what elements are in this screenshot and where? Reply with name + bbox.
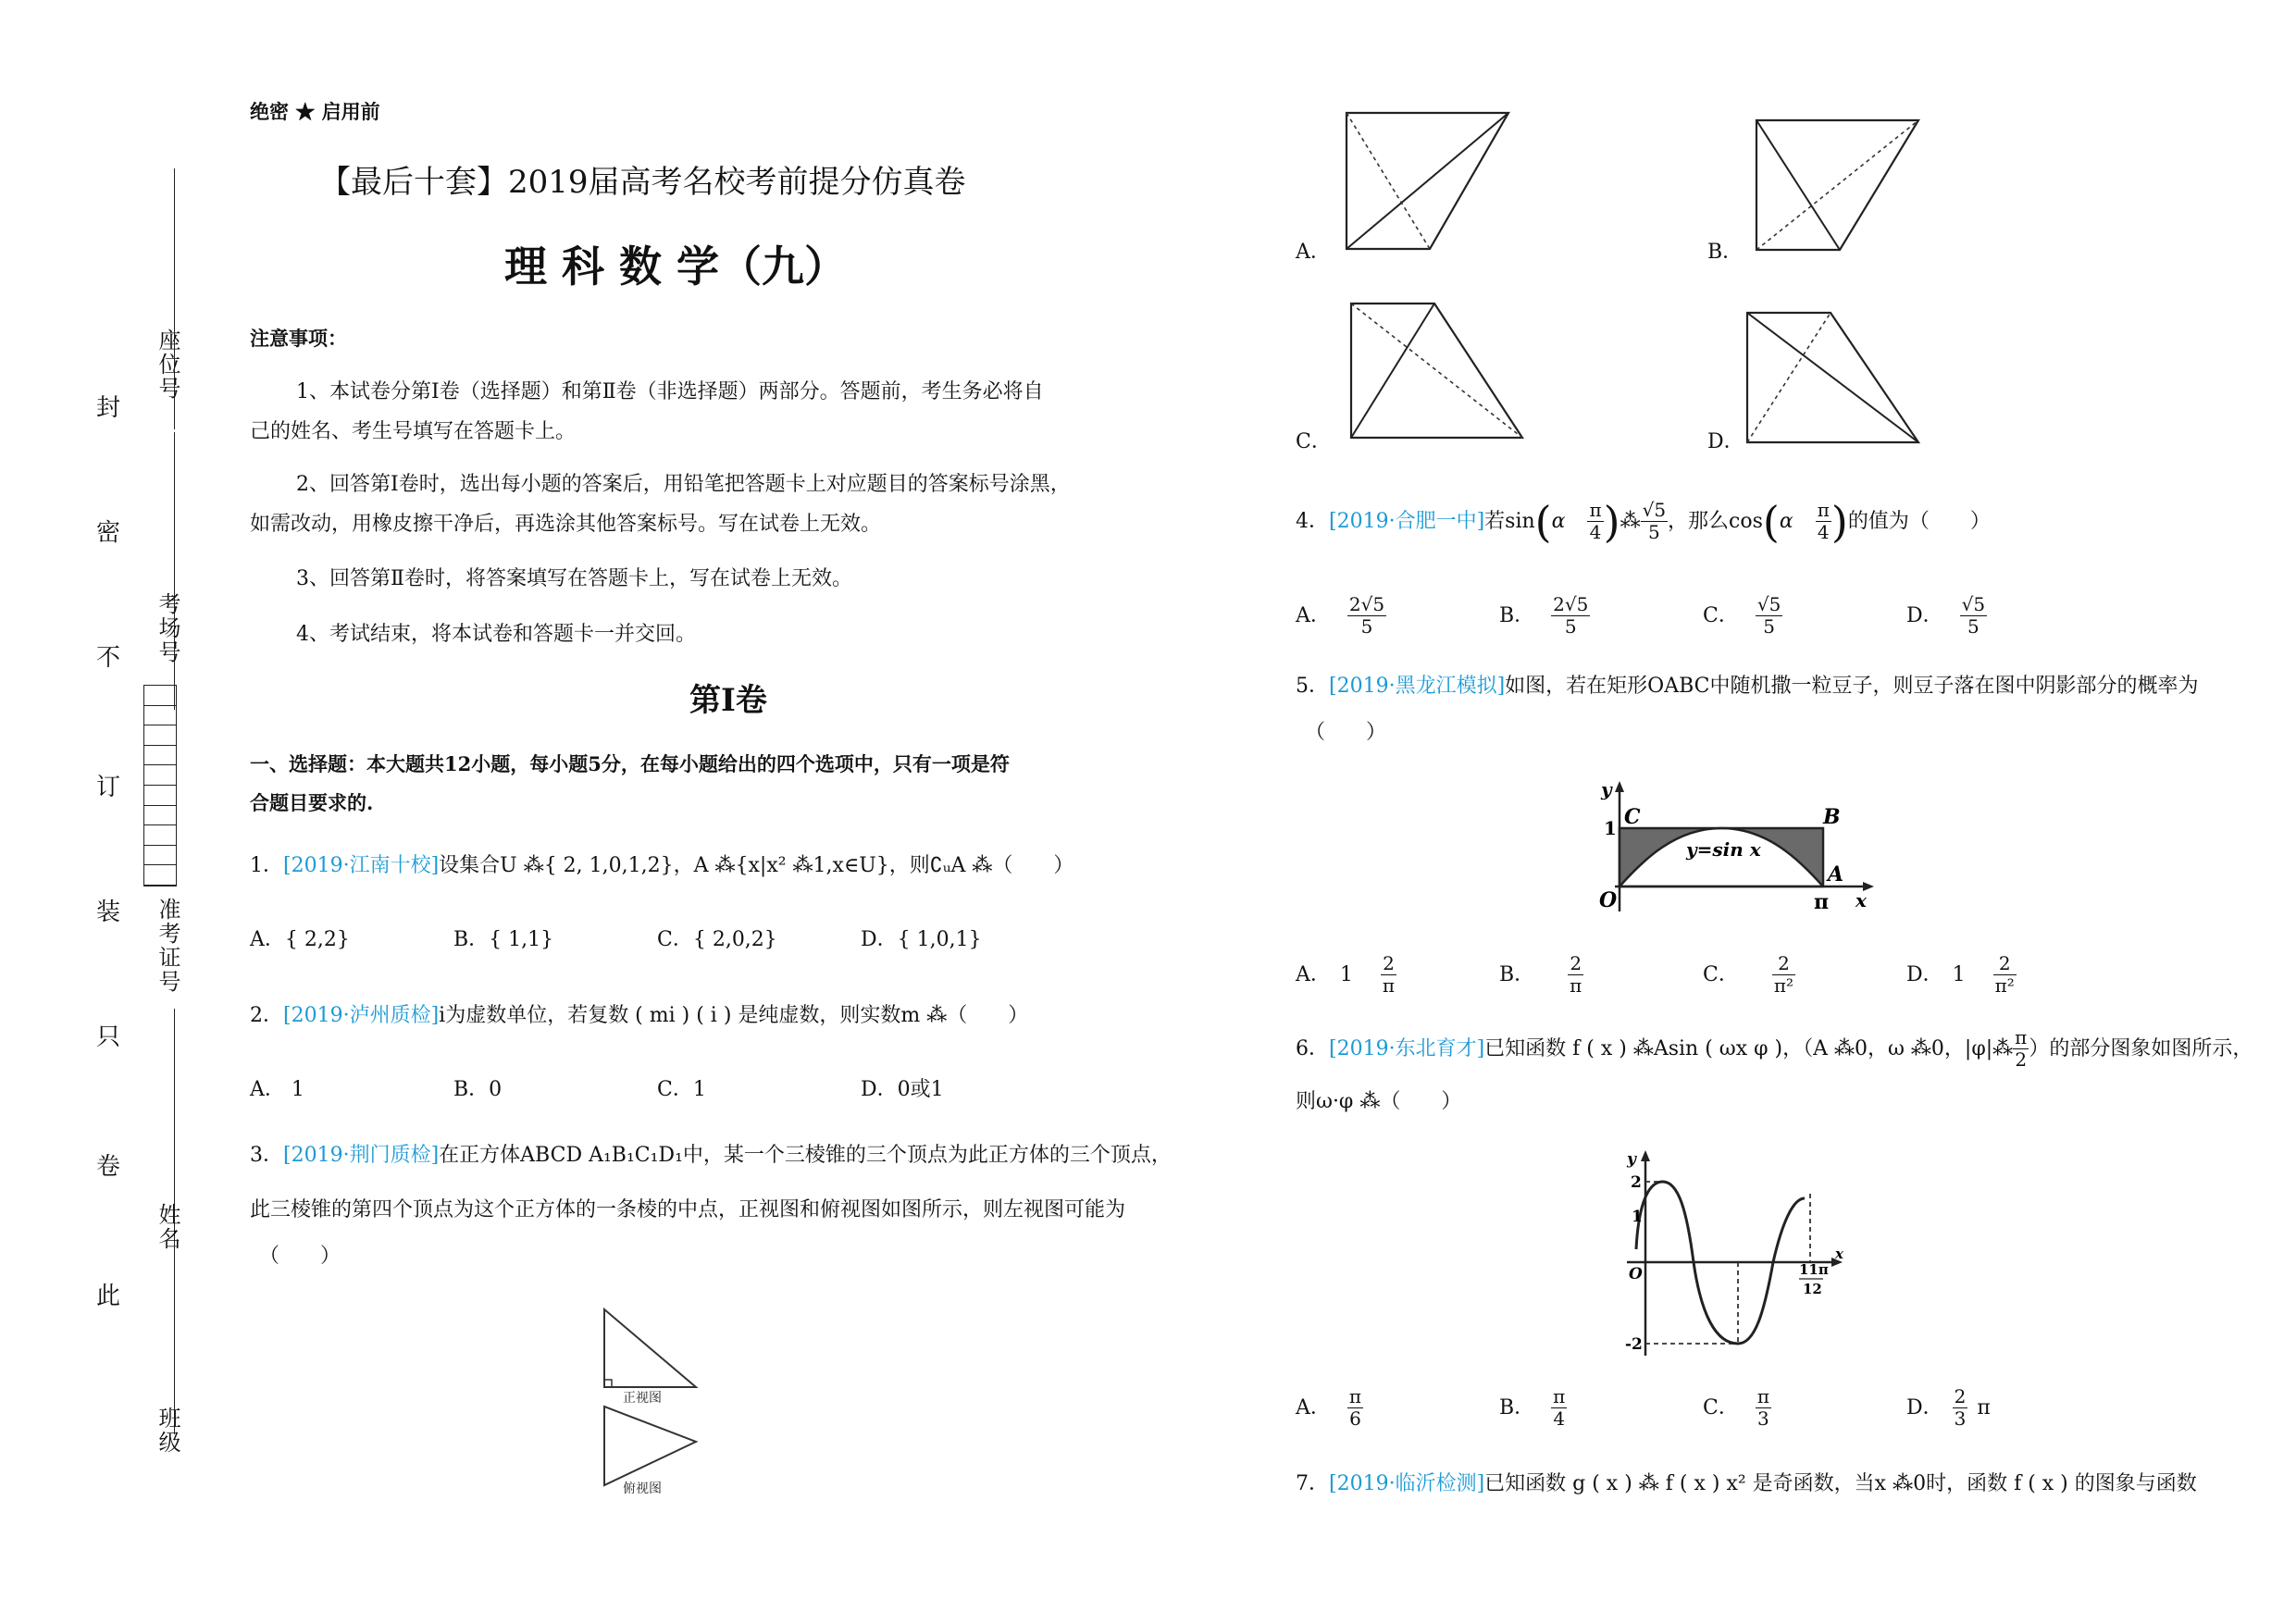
svg-text:π: π bbox=[1814, 890, 1830, 914]
q4-text-b: ，那么cos bbox=[1668, 509, 1763, 533]
q3-source: [2019·荆门质检] bbox=[283, 1144, 440, 1167]
q1-text: 设集合U ⁂{ 2, 1,0,1,2}，A ⁂{x|x² ⁂1,x∈U}，则∁ᵤA ⁂（ ） bbox=[439, 854, 1074, 877]
svg-text:12: 12 bbox=[1803, 1281, 1822, 1297]
q1-option-b: B．{ 1,1} bbox=[453, 928, 554, 951]
q4-option-b: B． $\frac{2√5}{5}$ bbox=[1499, 593, 1589, 638]
q7-number: 7． bbox=[1296, 1472, 1329, 1495]
svg-text:1: 1 bbox=[1632, 1208, 1643, 1226]
q5-option-d: D． 1 $\frac{2}{\text{π²}}$ bbox=[1906, 952, 2015, 997]
volume-title: 第Ⅰ卷 bbox=[689, 682, 767, 719]
front-view-right-angle bbox=[604, 1380, 612, 1387]
q5-number: 5． bbox=[1296, 675, 1329, 698]
seat-label: 座位号 bbox=[155, 329, 180, 401]
warning-char-7: 卷 bbox=[96, 1153, 121, 1181]
q4-stem: 4． [2019·合肥一中] 若sin ( α $\frac{\pi}{4}$ ) ⁂ $\frac{√5}{5}$ ，那么cos ( α $\frac{\pi}{4}$ ) 的值为（ ） bbox=[1296, 496, 1991, 547]
notice-line-6: 4、考试结束，将本试卷和答题卡一并交回。 bbox=[296, 623, 696, 646]
q5-text: 如图，若在矩形OABC中随机撒一粒豆子，则豆子落在图中阴影部分的概率为 bbox=[1505, 675, 2199, 698]
svg-text:O: O bbox=[1599, 888, 1618, 912]
q4-option-d: D． $\frac{√5}{5}$ bbox=[1906, 593, 1986, 638]
svg-text:2: 2 bbox=[1631, 1173, 1642, 1192]
q5-option-b: B． $\frac{2}{\pi}$ bbox=[1499, 952, 1582, 997]
q1-option-a: A．{ 2,2} bbox=[250, 928, 350, 951]
q3-option-a-figure bbox=[1342, 108, 1518, 256]
q6-option-b: B． $\frac{\pi}{4}$ bbox=[1499, 1385, 1566, 1430]
q1-source: [2019·江南十校] bbox=[283, 854, 440, 877]
section-line-1: 一、选择题：本大题共12小题，每小题5分，在每小题给出的四个选项中，只有一项是符 bbox=[250, 752, 1010, 775]
q5-option-a: A． 1 $\frac{2}{\pi}$ bbox=[1296, 952, 1396, 997]
q7-text: 已知函数 g ( x ) ⁂ f ( x ) x² 是奇函数，当x ⁂0时，函数 f ( x ) 的图象与函数 bbox=[1484, 1472, 2197, 1495]
q2-option-a: A． 1 bbox=[250, 1078, 304, 1101]
q4-source: [2019·合肥一中] bbox=[1329, 509, 1485, 533]
q6-cond-frac: $\frac{\pi}{2}$ bbox=[2015, 1026, 2028, 1071]
q3-option-b: B． bbox=[1707, 241, 1744, 264]
secret-label: 绝密 ★ 启用前 bbox=[250, 100, 380, 123]
q4-text-a: 若sin bbox=[1484, 509, 1535, 533]
svg-text:C: C bbox=[1624, 805, 1641, 829]
warning-char-1: 封 bbox=[96, 394, 121, 422]
q4-eq: ⁂ bbox=[1620, 509, 1641, 533]
warning-char-3: 不 bbox=[96, 644, 121, 672]
q5-source: [2019·黑龙江模拟] bbox=[1329, 675, 1506, 698]
svg-text:y: y bbox=[1601, 778, 1612, 800]
q3-option-a: A． bbox=[1296, 241, 1331, 264]
q2-source: [2019·泸州质检] bbox=[283, 1004, 440, 1027]
subject-title: 理 科 数 学（九） bbox=[504, 242, 848, 291]
q6-stem-line-2: 则ω·φ ⁂（ ） bbox=[1296, 1090, 1462, 1113]
top-view-label: 俯视图 bbox=[623, 1481, 662, 1494]
q6-option-c: C． $\frac{\pi}{3}$ bbox=[1703, 1385, 1769, 1430]
q4-text-c: 的值为（ ） bbox=[1847, 509, 1991, 533]
q6-option-d: D． $\frac{2}{3}$ π bbox=[1906, 1385, 1991, 1430]
top-view-triangle bbox=[604, 1407, 696, 1485]
q4-arg2-var: α bbox=[1779, 509, 1793, 533]
q7-stem bbox=[1296, 1474, 2197, 1494]
q3-stem-line-2: 此三棱锥的第四个顶点为这个正方体的一条棱的中点，正视图和俯视图如图所示，则左视图可能为 bbox=[250, 1198, 1126, 1221]
name-label: 姓名 bbox=[155, 1203, 180, 1251]
q1-option-c: C．{ 2,0,2} bbox=[657, 928, 777, 951]
q7-source: [2019·临沂检测] bbox=[1329, 1472, 1485, 1495]
q4-option-a: A． $\frac{2√5}{5}$ bbox=[1296, 593, 1385, 638]
q6-graph bbox=[1618, 1147, 1849, 1360]
q6-text: 已知函数 f ( x ) ⁂Asin ( ωx φ )，（A ⁂0，ω ⁂0，|φ|⁂ bbox=[1484, 1036, 2014, 1060]
notice-line-4: 如需改动，用橡皮擦干净后，再选涂其他答案标号。写在试卷上无效。 bbox=[250, 513, 882, 536]
q1-number: 1． bbox=[250, 854, 283, 877]
notice-line-2: 己的姓名、考生号填写在答题卡上。 bbox=[250, 420, 577, 443]
q4-arg1-frac: $\frac{\pi}{4}$ bbox=[1589, 499, 1602, 543]
ticket-label: 准考证号 bbox=[155, 898, 180, 994]
svg-text:y: y bbox=[1627, 1150, 1636, 1169]
q1-stem bbox=[250, 856, 1074, 876]
warning-char-2: 密 bbox=[96, 519, 121, 547]
section-line-2: 合题目要求的. bbox=[250, 791, 374, 814]
notice-line-3: 2、回答第Ⅰ卷时，选出每小题的答案后，用铅笔把答题卡上对应题目的答案标号涂黑， bbox=[296, 473, 1071, 496]
class-label: 班级 bbox=[155, 1407, 180, 1455]
series-title: 【最后十套】2019届高考名校考前提分仿真卷 bbox=[319, 164, 966, 201]
svg-text:x: x bbox=[1855, 889, 1867, 911]
q3-stem-line-1 bbox=[250, 1146, 1172, 1166]
warning-char-8: 此 bbox=[96, 1283, 121, 1310]
q4-value-frac: $\frac{√5}{5}$ bbox=[1642, 499, 1667, 543]
svg-text:O: O bbox=[1629, 1265, 1643, 1283]
svg-text:x: x bbox=[1835, 1246, 1843, 1262]
q3-option-c-figure bbox=[1347, 299, 1532, 442]
notice-heading: 注意事项： bbox=[250, 327, 347, 350]
room-label: 考场号 bbox=[155, 592, 180, 664]
q3-option-c: C． bbox=[1296, 430, 1332, 453]
q4-number: 4． bbox=[1296, 509, 1329, 533]
q3-number: 3． bbox=[250, 1144, 283, 1167]
q4-arg1-var: α bbox=[1551, 509, 1566, 533]
svg-text:1: 1 bbox=[1604, 817, 1617, 839]
q5-paren: （ ） bbox=[1305, 721, 1387, 744]
svg-text:B: B bbox=[1823, 805, 1841, 829]
binding-line-mid bbox=[174, 432, 175, 710]
q2-stem bbox=[250, 1006, 1028, 1026]
svg-text:y=sin x: y=sin x bbox=[1686, 838, 1761, 861]
q5-stem bbox=[1296, 676, 2199, 697]
q2-number: 2． bbox=[250, 1004, 283, 1027]
q5-option-c: C． $\frac{2}{\text{π²}}$ bbox=[1703, 952, 1794, 997]
q3-option-d: D． bbox=[1707, 430, 1744, 453]
q2-text: i为虚数单位，若复数 ( mi ) ( i ) 是纯虚数，则实数m ⁂（ ） bbox=[439, 1004, 1029, 1027]
warning-char-4: 订 bbox=[96, 774, 121, 801]
q4-option-c: C． $\frac{√5}{5}$ bbox=[1703, 593, 1781, 638]
warning-char-6: 只 bbox=[96, 1023, 121, 1051]
front-view-label: 正视图 bbox=[623, 1391, 662, 1406]
q3-stem-line-3: （ ） bbox=[259, 1245, 341, 1268]
warning-char-5: 装 bbox=[96, 899, 121, 926]
notice-line-5: 3、回答第Ⅱ卷时，将答案填写在答题卡上，写在试卷上无效。 bbox=[296, 567, 852, 590]
q3-view-figures bbox=[592, 1300, 713, 1494]
q1-option-d: D．{ 1,0,1} bbox=[861, 928, 982, 951]
q2-option-b: B．0 bbox=[453, 1078, 503, 1101]
q6-text-b: ）的部分图象如图所示， bbox=[2029, 1036, 2253, 1060]
svg-text:11π: 11π bbox=[1799, 1261, 1829, 1278]
ticket-number-grid bbox=[143, 685, 177, 886]
q6-source: [2019·东北育才] bbox=[1329, 1036, 1485, 1060]
q5-graph bbox=[1573, 777, 1879, 916]
q6-number: 6． bbox=[1296, 1036, 1329, 1060]
front-view-triangle bbox=[604, 1309, 696, 1387]
svg-text:-2: -2 bbox=[1625, 1335, 1643, 1354]
q3-text-1: 在正方体ABCD A₁B₁C₁D₁中，某一个三棱锥的三个顶点为此正方体的三个顶点， bbox=[439, 1144, 1172, 1167]
q2-option-d: D．0或1 bbox=[861, 1078, 944, 1101]
q3-option-d-figure bbox=[1743, 308, 1928, 447]
q6-stem bbox=[1296, 1027, 2253, 1071]
q2-option-c: C．1 bbox=[657, 1078, 706, 1101]
notice-line-1: 1、本试卷分第Ⅰ卷（选择题）和第Ⅱ卷（非选择题）两部分。答题前，考生务必将自 bbox=[296, 380, 1044, 403]
svg-text:A: A bbox=[1828, 862, 1844, 886]
q3-option-b-figure bbox=[1752, 116, 1928, 254]
q6-option-a: A． $\frac{\pi}{6}$ bbox=[1296, 1385, 1362, 1430]
q4-arg2-frac: $\frac{\pi}{4}$ bbox=[1817, 499, 1830, 543]
